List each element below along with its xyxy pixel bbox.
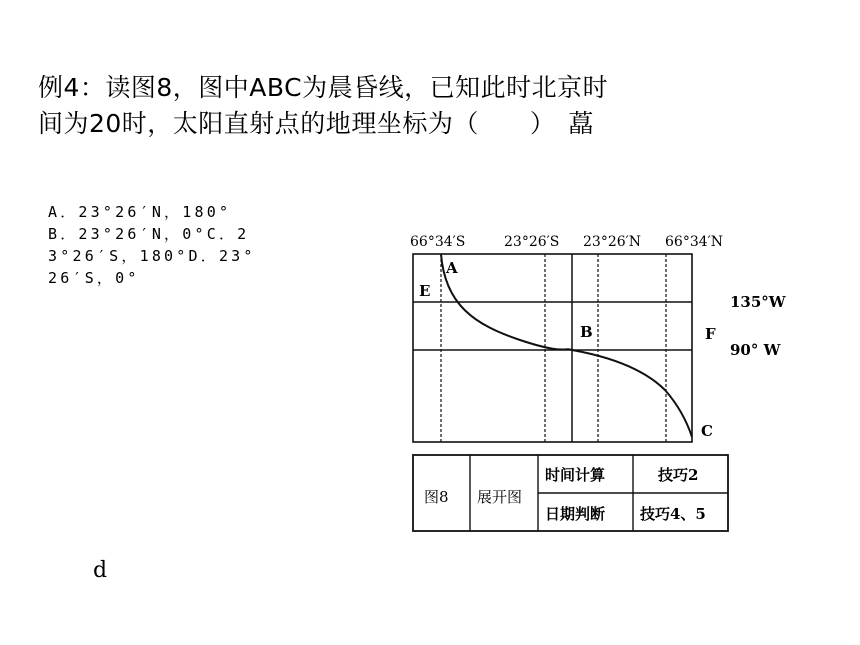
- label-135w: 135°W: [730, 293, 786, 311]
- label-point-e: E: [419, 282, 431, 300]
- table-time-calc: 时间计算: [545, 466, 606, 484]
- note-text: d: [93, 558, 108, 583]
- table-expand-label: 展开图: [477, 488, 523, 506]
- option-line-2: B．23°26′N，0°C．2: [48, 225, 250, 243]
- table-date-judge: 日期判断: [545, 505, 606, 523]
- label-23-26-s: 23°26′S: [504, 234, 560, 250]
- answer-options: [48, 201, 408, 289]
- terminator-curve: [441, 254, 692, 437]
- label-point-c: C: [701, 422, 713, 440]
- question-line-1: 例4：读图8，图中ABC为晨昏线，已知此时北京时: [38, 73, 609, 102]
- label-66-34-n: 66°34′N: [665, 234, 724, 250]
- label-point-b: B: [580, 323, 593, 341]
- table-tip-2: 技巧2: [658, 466, 699, 484]
- table-tip-4-5: 技巧4、5: [640, 505, 706, 523]
- question-line-2: 间为20时，太阳直射点的地理坐标为（ ） 藠: [38, 109, 594, 138]
- option-line-3: 3°26′S，180°D．23°: [48, 247, 256, 265]
- figure-8-diagram: [400, 215, 800, 535]
- label-23-26-n: 23°26′N: [583, 234, 642, 250]
- option-line-1: A．23°26′N，180°: [48, 203, 232, 221]
- option-line-4: 26′S，0°: [48, 269, 140, 287]
- question-text: [38, 70, 728, 142]
- label-66-34-s: 66°34′S: [410, 234, 466, 250]
- table-fig-label: 图8: [424, 488, 449, 506]
- label-90w: 90° W: [730, 341, 781, 359]
- label-point-a: A: [446, 259, 458, 277]
- label-point-f: F: [705, 325, 716, 343]
